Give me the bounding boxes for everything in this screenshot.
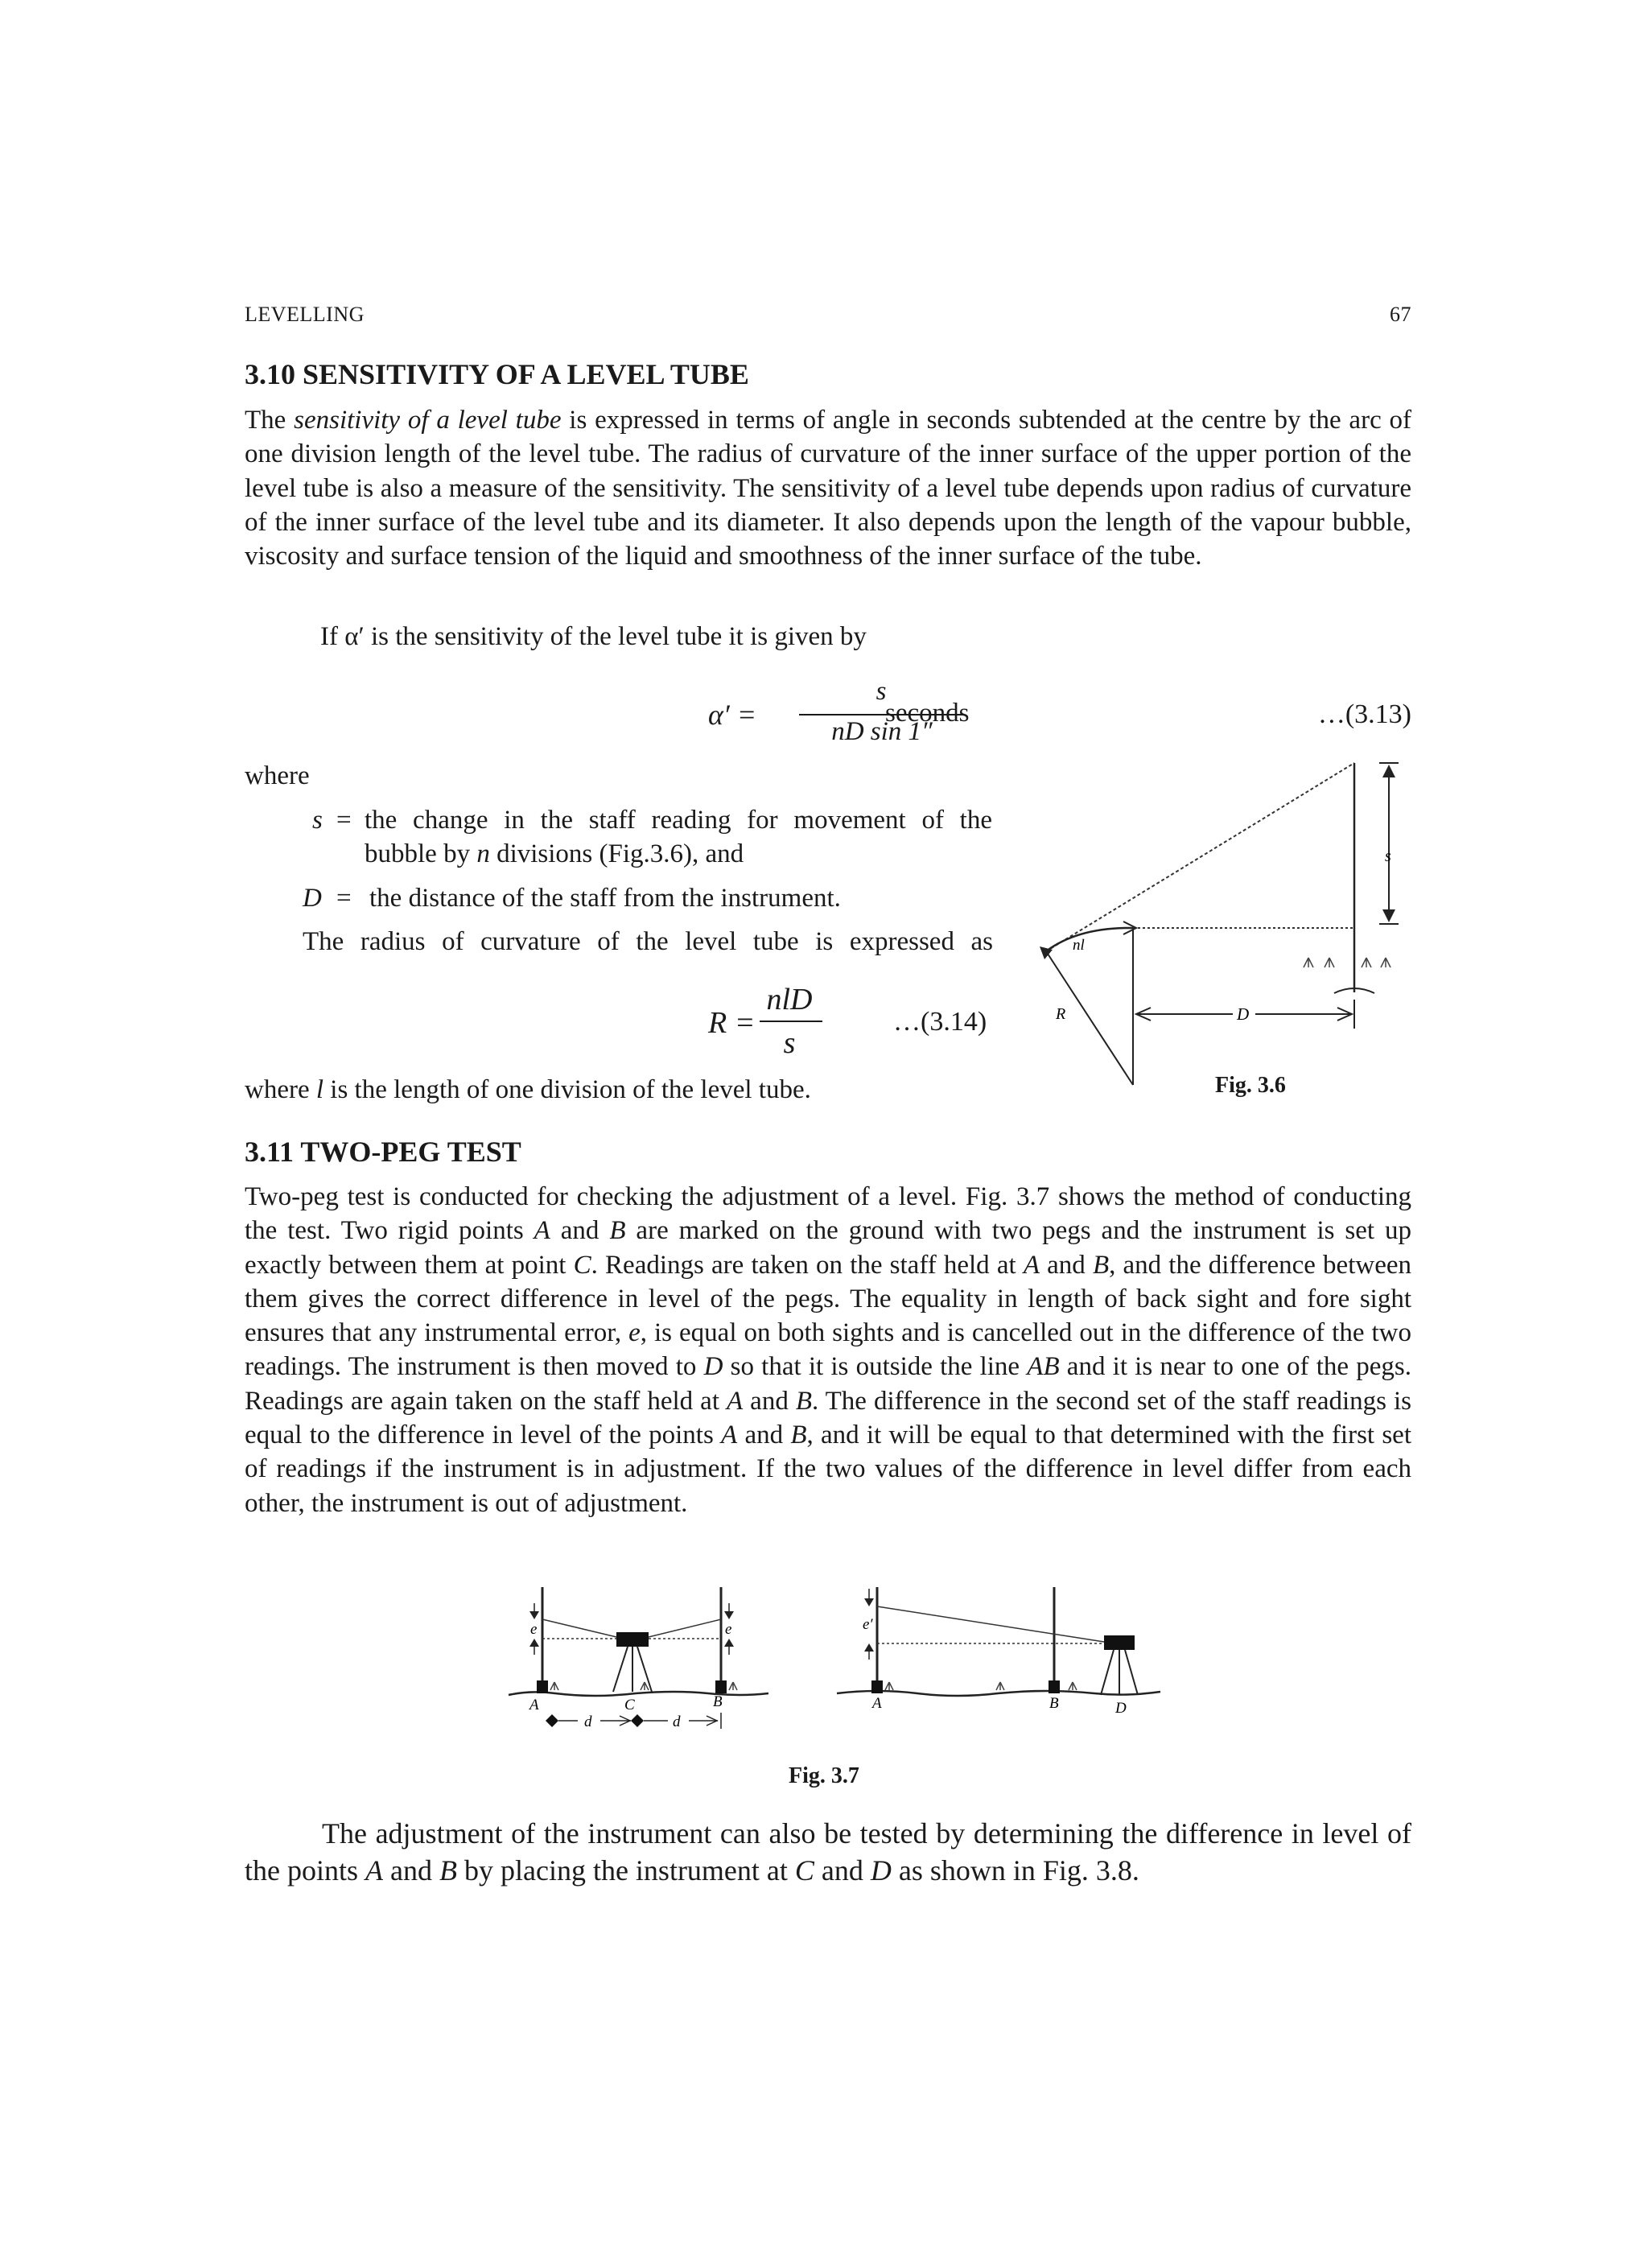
fig37-tripod-d-leg1 xyxy=(1101,1650,1114,1695)
def-D-symbol: D xyxy=(303,884,322,913)
fig37-e-prime-arrow-top-head xyxy=(864,1598,874,1606)
eq2-denominator: s xyxy=(783,1026,796,1060)
def-D-equals: = xyxy=(336,884,352,913)
fig37-label-d1: d xyxy=(584,1713,592,1730)
fig37-label-e-a: e xyxy=(530,1621,538,1638)
fig37-label-b-right: B xyxy=(1049,1695,1059,1712)
fig37-left-peg-b xyxy=(715,1680,727,1693)
fig37-right-ground xyxy=(837,1691,1160,1696)
fig37-label-a-right: A xyxy=(872,1695,882,1712)
eq1-unit: seconds xyxy=(885,699,970,728)
def-s-equals: = xyxy=(336,806,352,835)
fig36-label-nl: nl xyxy=(1073,937,1085,954)
fig37-left-panel xyxy=(509,1587,768,1730)
def-D-text: the distance of the staff from the instrument. xyxy=(369,884,841,913)
two-peg-paragraph: Two-peg test is conducted for checking the adjustment of a level. Fig. 3.7 shows the method of conducting the test. Two rigid points A and B are marked on the ground with two pegs and the instrument is set up exactly between them at point C. Readings are taken on the staff held at A and B, and the difference between them gives the correct difference in level of the pegs. The equality in length of back sight and fore sight ensures that any instrumental error, e, is equal on both sights and is cancelled out in the difference of the two readings. The instrument is then moved to D so that it is outside the line AB and it is near to one of the pegs. Readings are again taken on the staff held at A and B. The difference in the second set of the staff readings is equal to the difference in level of the points A and B, and it will be equal to that determined with the first set of readings if the instrument is in adjustment. If the two values of the difference in level differ from each other, the instrument is out of adjustment. xyxy=(245,1182,1412,1518)
def-s-symbol: s xyxy=(312,806,323,835)
section-heading-3-11: 3.11 TWO-PEG TEST xyxy=(245,1136,521,1168)
fig37-label-a-left: A xyxy=(529,1697,539,1713)
fig37-right-grass xyxy=(885,1682,1077,1690)
fig37-label-d2: d xyxy=(673,1713,681,1730)
sensitivity-paragraph: The sensitivity of a level tube is expressed in terms of angle in seconds subtended at the centre by the arc of one division length of the level tube. The radius of curvature of the inner surface of the upper portion of the level tube is also a measure of the sensitivity. The sensitivity of a level tube depends upon radius of curvature of the inner surface of the level tube and its diameter. It also depends upon the length of the vapour bubble, viscosity and surface tension of the liquid and smoothness of the inner surface of the tube. xyxy=(245,406,1412,571)
fig37-right-inclined-sight xyxy=(877,1606,1104,1642)
eq2-numerator: nlD xyxy=(766,983,813,1016)
fig37-left-peg-a xyxy=(537,1680,548,1693)
fig37-e-prime-arrow-bottom-head xyxy=(864,1643,874,1652)
fig37-label-e-b: e xyxy=(725,1621,732,1638)
fig37-tripod-d-leg3 xyxy=(1125,1650,1138,1695)
fig37-right-peg-b xyxy=(1049,1680,1060,1693)
def-s-line1: the change in the staff reading for movement of the xyxy=(365,806,992,835)
section-heading-3-10: 3.10 SENSITIVITY OF A LEVEL TUBE xyxy=(245,358,749,390)
closing-paragraph: The adjustment of the instrument can also be tested by determining the difference in level of the points A and B by placing the instrument at C and D as shown in Fig. 3.8. xyxy=(245,1817,1411,1887)
eq2-lhs: R = xyxy=(708,1006,756,1040)
fig37-level-instrument-c xyxy=(616,1632,649,1647)
def-s-line2: bubble by n divisions (Fig.3.6), and xyxy=(365,839,744,868)
fig37-right-peg-a xyxy=(871,1680,883,1693)
equation-3-14 xyxy=(708,983,829,1064)
eq1-lhs: α′ = xyxy=(708,699,757,731)
fig37-e-arrow-b-top-head xyxy=(724,1611,734,1619)
fig36-grass-marks xyxy=(1304,958,1390,967)
figure-3-7 xyxy=(499,1577,1191,1738)
fig37-label-e-prime: e′ xyxy=(863,1616,873,1633)
fig37-e-arrow-b-bottom-head xyxy=(724,1639,734,1647)
fig37-left-grass xyxy=(550,1682,737,1690)
sensitivity-intro: If α′ is the sensitivity of the level tube it is given by xyxy=(320,622,867,651)
fig36-inclined-sight-line xyxy=(1046,763,1354,951)
fig37-level-instrument-d xyxy=(1104,1635,1135,1650)
fig37-label-b-left: B xyxy=(713,1693,723,1710)
eq2-number: …(3.14) xyxy=(893,1007,987,1037)
fig36-bubble-arc xyxy=(1046,928,1133,951)
fig37-e-arrow-a-top-head xyxy=(529,1611,539,1619)
eq2-fraction-bar xyxy=(760,1021,822,1022)
fig36-label-s: s xyxy=(1385,847,1391,865)
running-title: LEVELLING xyxy=(245,303,365,326)
fig36-caption: Fig. 3.6 xyxy=(1215,1073,1286,1098)
fig37-caption: Fig. 3.7 xyxy=(789,1763,859,1788)
fig37-d-diamond-a xyxy=(546,1714,558,1727)
eq1-numerator: s xyxy=(876,677,887,706)
fig37-left-inclined-sight-b xyxy=(649,1619,721,1637)
fig36-s-arrow-bottom xyxy=(1382,909,1395,922)
fig36-s-arrow-top xyxy=(1382,765,1395,777)
radius-intro: The radius of curvature of the level tube is expressed as xyxy=(303,927,993,956)
fig37-label-c: C xyxy=(624,1697,635,1713)
fig37-left-inclined-sight-a xyxy=(542,1619,616,1637)
page-number: 67 xyxy=(1390,303,1411,326)
eq1-denominator: nD sin 1″ xyxy=(831,717,933,746)
eq1-number: …(3.13) xyxy=(1317,699,1411,729)
fig37-right-panel xyxy=(837,1587,1160,1717)
fig37-tripod-c-leg1 xyxy=(613,1647,628,1692)
fig37-e-arrow-a-bottom-head xyxy=(529,1639,539,1647)
fig36-label-R: R xyxy=(1056,1005,1066,1023)
fig36-label-D: D xyxy=(1237,1004,1250,1024)
fig37-d-diamond-c xyxy=(631,1714,644,1727)
figure-3-6 xyxy=(1030,748,1416,1103)
where-label: where xyxy=(245,761,310,790)
where-l-definition: where l is the length of one division of the level tube. xyxy=(245,1075,811,1104)
fig37-label-d-right: D xyxy=(1115,1700,1127,1717)
